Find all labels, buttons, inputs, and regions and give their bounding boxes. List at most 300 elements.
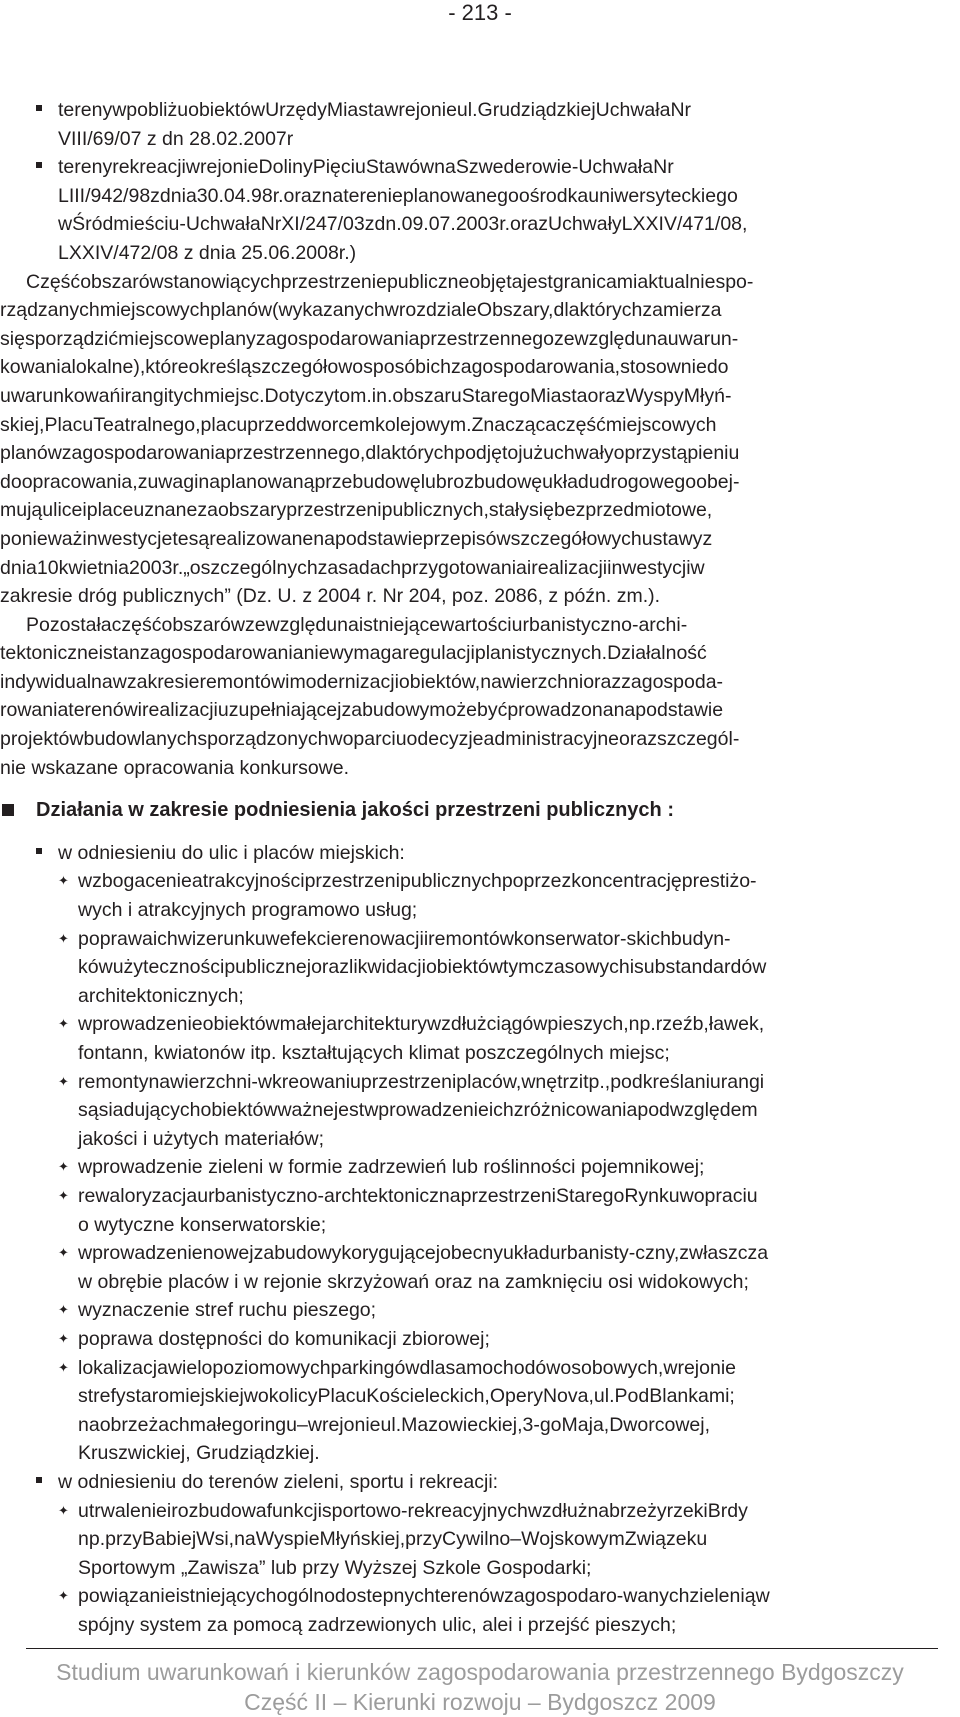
word: kolejowym. [375,413,472,436]
text-line: wyznaczenie stref ruchu pieszego; [78,1299,377,1322]
word: zagospodarowania, [450,356,621,379]
word: rejonie [677,1356,736,1379]
text-line: w odniesieniu do terenów zieleni, sportu i rekreacji: [58,1470,499,1493]
word: sportowo-rekreacyjnych [321,1499,528,1522]
word: Rynku [624,1184,680,1207]
star-bullet-icon: ✦ [58,1359,69,1375]
word: stosownie [620,356,707,379]
word: nawierzchni [480,670,584,693]
word: obecny [440,1242,503,1265]
word: dla [553,299,580,322]
word: mują [0,499,43,522]
word: staromiejskiej [125,1385,244,1408]
word: wzdłuż [427,1013,487,1036]
word: Starego [461,384,531,407]
footer-subtitle: Część II – Kierunki rozwoju – Bydgoszcz 2009 [244,1689,716,1715]
word: realizacji [531,556,608,579]
word: przebudowę [314,470,421,493]
word: oraz [311,956,349,979]
word: tych [168,384,204,407]
word: placu [200,413,248,436]
word: są [188,527,210,550]
word: w [663,1356,678,1379]
sub-list-item-continuation [0,953,960,982]
word: aktualnie [637,270,716,293]
word: kreowaniu [272,1070,361,1093]
word: Mazowieckiej, [401,1413,523,1436]
word: indywidualna [0,670,113,693]
text-line: w obrębie placów i w rejonie skrzyżowań oraz na zamknięciu osi widokowych; [78,1270,749,1293]
word: oraz [583,670,622,693]
sub-list-item-continuation [0,1096,960,1125]
word: ławek, [708,1013,765,1036]
word: przestrzeni [286,499,382,522]
word: jest [333,1099,365,1122]
star-bullet-icon: ✦ [58,1330,69,1346]
section-heading-text: Działania w zakresie podniesienia jakości przestrzeni publicznych : [36,799,674,822]
square-bullet-icon [36,105,42,111]
word: zagospoda- [621,670,724,693]
word: zabudowy [341,699,430,722]
word: przystąpieniu [624,442,740,465]
star-bullet-icon: ✦ [58,1073,69,1089]
word: rewaloryzacja [78,1184,198,1207]
paragraph-line [0,296,960,325]
word: przygotowania [401,556,527,579]
word: likwidacji [349,956,426,979]
word: urbanistyczno [197,1184,318,1207]
word: względem [669,1099,758,1122]
word: Nr [260,213,282,236]
word: publiczne [386,270,470,293]
word: obiektów [202,1013,280,1036]
word: Pod [614,1385,650,1408]
word: dnia [159,184,197,207]
sub-list-item [0,925,960,954]
word: oparciu [342,728,407,751]
word: przestrzeni [360,1070,457,1093]
word: korygującej [341,1242,441,1265]
text-line [0,525,938,554]
paragraph-line [0,525,960,554]
word: z [702,527,713,550]
sub-list-item-continuation [0,1554,960,1583]
word: tereny [58,99,113,121]
word: układ [502,1242,550,1265]
word: dworcem [295,413,376,436]
word: ośrodka [518,184,589,207]
sub-list-item-continuation [0,1039,960,1068]
word: Szwederowie [455,156,572,179]
word: użyteczności [112,956,225,979]
list-item-continuation [0,125,960,154]
word: względu [574,327,647,350]
word: atrakcyjności [191,870,305,893]
list-item [0,839,960,868]
word: rejonie [398,99,457,121]
word: na [313,527,335,550]
sub-list-item-continuation [0,1411,960,1440]
word: ul. [593,1385,615,1408]
word: XI/247/03 [281,213,365,236]
word: r. [499,213,511,236]
word: małego [189,1413,254,1436]
word: Babiej [141,1528,197,1551]
sub-list-item [0,1068,960,1097]
word: przy [105,1528,142,1551]
word: oraz [587,384,626,407]
word: wprowadzenie [78,1013,203,1036]
word: szczegółowo [251,356,364,379]
text-line [0,725,938,754]
word: zamierza [642,299,722,322]
word: ich [426,356,451,379]
word: zabudowy [253,1242,342,1265]
text-line [0,496,938,525]
word: tektoniczne [0,642,99,665]
word: drogowego [599,470,697,493]
word: za [197,499,218,522]
word: realizowane [209,527,314,550]
page-number: - 213 - [448,0,512,25]
word: - [571,156,579,179]
word: regulacji [402,642,475,665]
text-line: Sportowym „Zawisza” lub przy Wyższej Szkole Gospodarki; [78,1556,592,1579]
word: sporządzić [24,327,119,350]
word: dnia [0,556,37,579]
word: istniejące [358,613,441,636]
word: substandardów [634,956,767,979]
paragraph-line [0,325,960,354]
list-item [0,153,960,182]
word: przepisów [422,527,511,550]
word: Wyspy [625,384,684,407]
word: Blankami; [649,1385,735,1408]
word: Placu [317,1385,367,1408]
word: decyzje [417,728,484,751]
word: przestrzeni [460,1184,556,1207]
star-bullet-icon: ✦ [58,1302,69,1318]
word: 10 [36,556,59,579]
text-line [78,1096,938,1125]
word: prestiżo- [681,870,757,893]
word: Działalność [607,642,707,665]
word: pod [637,1099,670,1122]
word: ul. [380,1413,402,1436]
sub-list-item [0,1582,960,1611]
sub-list-item [0,1497,960,1526]
text-line [0,554,938,583]
text-line [78,1068,938,1097]
word: efekcie [279,927,342,950]
sub-list-item-continuation [0,1211,960,1240]
word: Śródmieściu [72,213,180,236]
word: miejscowych [605,413,717,436]
word: których [579,299,643,322]
word: 30.04.98 [196,184,273,207]
word: Część [26,270,81,293]
word: układu [542,470,600,493]
word: Grudziądzkiej [477,99,596,121]
word: ich [488,1099,514,1122]
word: w [265,927,280,950]
word: publicznych, [381,499,489,522]
paragraph-line [0,582,960,611]
word: Wsi, [196,1528,235,1551]
word: plany [209,327,256,350]
section-bullet-icon [2,804,14,816]
word: publicznych [399,870,502,893]
text-line [78,1525,938,1554]
word: rejonie [199,156,259,179]
word: itp., [578,1070,611,1093]
text-line [0,325,938,354]
word: zagospodarowania [139,642,304,665]
word: administracyjne [483,728,620,751]
word: w [384,99,399,121]
word: ich [152,927,178,950]
word: i [137,699,143,722]
word: opracowania, [21,470,138,493]
word: obszarów [80,270,164,293]
word: spo- [715,270,754,293]
word: może [429,699,477,722]
word: rzeźb, [655,1013,709,1036]
word: uchwały [543,442,614,465]
word: i [120,384,125,407]
word: uwarunkowań [0,384,121,407]
text-line [0,439,938,468]
text-line: o wytyczne konserwatorskie; [78,1213,327,1236]
word: architektury [326,1013,428,1036]
word: funkcji [266,1499,322,1522]
text-line: wych i atrakcyjnych programowo usług; [78,899,418,922]
word: być [476,699,508,722]
word: „o [183,556,201,579]
text-line: Kruszwickiej, Grudziądzkiej. [78,1442,320,1465]
word: – [510,1528,522,1551]
text-line: VIII/69/07 z dn 28.02.2007r [58,127,294,150]
word: koncentrację [571,870,682,893]
word: Dworcowej, [609,1413,710,1436]
word: istniejących [175,1585,277,1608]
word: zakresie [126,670,200,693]
text-line: architektonicznych; [78,984,244,1007]
word: Maja, [561,1413,610,1436]
word: na [78,1413,100,1436]
word: poprzez [501,870,572,893]
text-line: spójny system za pomocą zadrzewionych ulic, alei i przejść pieszych; [78,1613,677,1636]
word: do [0,470,22,493]
square-bullet-icon [36,848,42,854]
paragraph-line [0,754,960,783]
word: małej [279,1013,327,1036]
word: LIII/942/98 [58,184,151,207]
word: nawierzchni [148,1070,252,1093]
word: urbanistyczno-archi- [511,613,688,636]
word: osobowych, [560,1356,664,1379]
sub-list-item-continuation [0,1525,960,1554]
section-heading [0,796,960,825]
word: Placu [44,413,94,436]
word: podjęto [454,442,519,465]
spacer [0,825,960,839]
sub-list-item-continuation [0,1268,960,1297]
word: pobliżu [126,99,189,121]
paragraph-line [0,439,960,468]
word: parkingów [330,1356,420,1379]
word: rozdziale [398,299,477,322]
word: wzbogacenie [78,870,192,893]
paragraph-line [0,411,960,440]
text-line [0,411,938,440]
word: Młyń- [683,384,732,407]
word: ulice [42,499,83,522]
text-line [0,468,938,497]
word: ustawy [641,527,703,550]
sub-list-item [0,1153,960,1182]
word: o [406,728,418,751]
word: planowanego [402,184,519,207]
star-bullet-icon: ✦ [58,873,69,889]
square-bullet-icon [36,162,42,168]
word: zasadach [317,556,402,579]
paragraph-line [0,639,960,668]
text-line [78,1382,938,1411]
word: ponieważ [0,527,83,550]
word: Miasta [326,99,385,121]
word: planów [210,299,273,322]
paragraph-line [0,382,960,411]
word: w [690,556,705,579]
word: Pozostała [26,613,112,636]
footer-title: Studium uwarunkowań i kierunków zagospodarowania przestrzennego Bydgoszczy [56,1659,904,1685]
word: terenie [343,184,403,207]
word: planowaną [220,470,315,493]
word: i [82,499,87,522]
text-line: zakresie dróg publicznych” (Dz. U. z 2004 r. Nr 204, poz. 2086, z późn. zm.). [0,585,661,608]
word: – [297,1413,308,1436]
word: rangi [124,384,169,407]
footer-divider [26,1648,938,1649]
word: Uchwała [185,213,261,236]
word: miejsc. [203,384,265,407]
word: kowania [0,356,72,379]
word: budowlanych [83,728,198,751]
word: Wojskowym [521,1528,625,1551]
sub-list-item-continuation [0,1439,960,1468]
text-line [58,153,938,182]
star-bullet-icon: ✦ [58,1187,69,1203]
word: uzupełniającej [217,699,342,722]
word: ), [133,356,146,379]
list-item-continuation [0,182,960,211]
word: granicami [552,270,638,293]
word: uniwersyteckiego [588,184,738,207]
word: obszary [217,499,287,522]
word: Starego [556,1184,625,1207]
word: na [234,1528,256,1551]
word: Młyńskiej, [319,1528,406,1551]
word: wprowadzenie [78,1242,203,1265]
word: remonty [78,1070,149,1093]
word: Uchwała [578,156,654,179]
word: już [518,442,544,465]
word: poprawa [78,927,153,950]
word: i [166,1499,172,1522]
word: lokalizacja [78,1356,168,1379]
paragraph-line [0,611,960,640]
word: ciągów [486,1013,548,1036]
document-body [0,96,960,1639]
word: ringu [253,1413,298,1436]
word: renowacji [341,927,424,950]
star-bullet-icon: ✦ [58,930,69,946]
word: ul. [456,99,478,121]
word: zwłaszcza [679,1242,769,1265]
word: Znacząca [471,413,557,436]
text-line [0,353,938,382]
sub-list-item-continuation [0,896,960,925]
word: które [145,356,189,379]
word: przestrzenie [280,270,387,293]
word: budyn- [670,927,731,950]
word: i [629,956,635,979]
word: miejscowych [99,299,211,322]
paragraph-line [0,496,960,525]
word: konserwator-skich [513,927,671,950]
word: przestrzennego, [225,442,366,465]
word: na [337,613,359,636]
star-bullet-icon: ✦ [58,1245,69,1261]
word: obrzeżach [99,1413,190,1436]
word: sąsiadujących [78,1099,201,1122]
word: na [321,184,344,207]
word: inwestycje [82,527,173,550]
word: ważne [277,1099,334,1122]
word: kwietnia [58,556,130,579]
word: - [179,213,186,236]
paragraph-line [0,268,960,297]
word: utrwalenie [78,1499,167,1522]
word: publicznej [224,956,312,979]
word: objęta [469,270,523,293]
word: i [285,670,290,693]
text-line [78,867,938,896]
text-line [78,953,938,982]
word: pieszych, [547,1013,629,1036]
text-line: wprowadzenie zieleni w formie zadrzewień lub roślinności pojemnikowej; [78,1156,705,1179]
text-line [58,96,938,125]
word: rejonie [321,1413,381,1436]
word: obej- [696,470,740,493]
word: część [556,413,606,436]
word: jest [522,270,553,293]
word: rozbudowa [171,1499,267,1522]
sub-list-item [0,1325,960,1354]
word: modernizacji [289,670,399,693]
word: na [613,699,636,722]
word: planistycznych. [474,642,608,665]
word: określą [188,356,252,379]
word: w [257,1070,273,1093]
word: lokalne [71,356,134,379]
sub-list-item [0,1239,960,1268]
sub-list-item-continuation [0,1382,960,1411]
word: ków [78,956,113,979]
word: LXXIV/471/08, [621,213,748,236]
text-line [78,1239,938,1268]
